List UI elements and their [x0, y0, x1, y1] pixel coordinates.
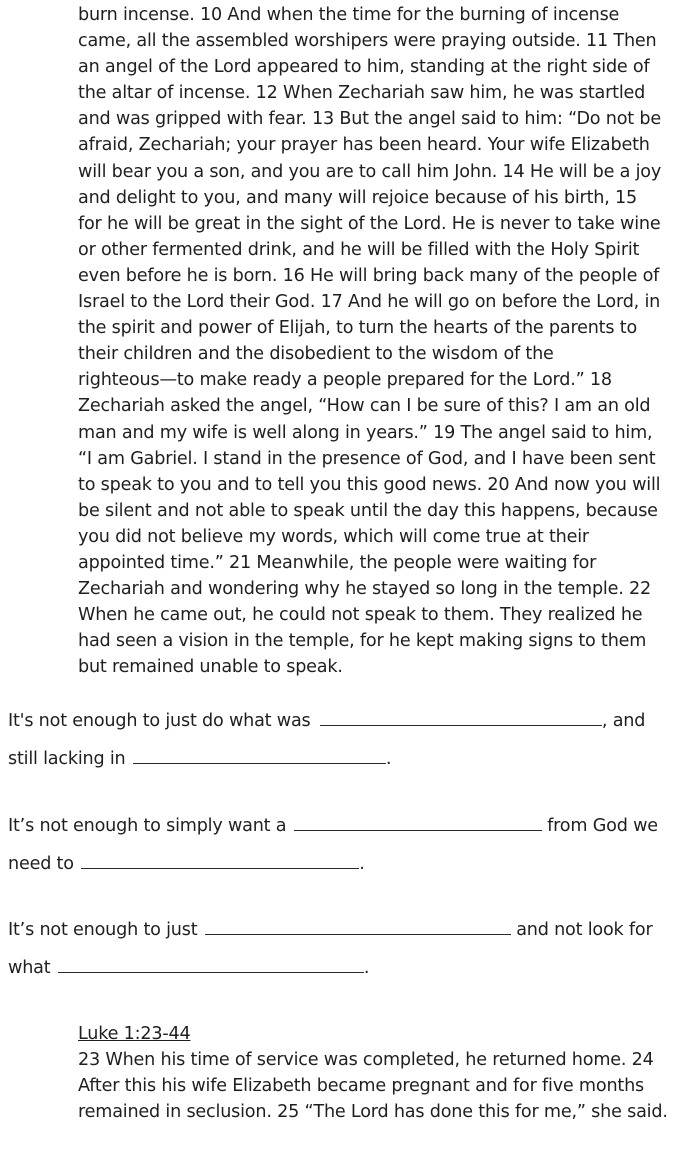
passage-line: came, all the assembled worshipers were praying outside. 11 Then — [78, 31, 657, 52]
fill-in-text: and not look for — [516, 920, 653, 940]
fill-in-2-line-1 — [8, 813, 658, 839]
passage-line: remained in seclusion. 25 “The Lord has done this for me,” she said. — [78, 1102, 668, 1123]
passage-line: but remained unable to speak. — [78, 657, 343, 678]
fill-in-text: from God we — [547, 816, 658, 836]
passage-line: “I am Gabriel. I stand in the presence of God, and I have been sent — [78, 448, 656, 469]
fill-in-1-line-2 — [8, 746, 391, 772]
passage-line: When he came out, he could not speak to them. They realized he — [78, 605, 643, 626]
passage-line: the spirit and power of Elijah, to turn the hearts of the parents to — [78, 318, 638, 339]
fill-in-text: what — [8, 958, 51, 978]
passage-line: had seen a vision in the temple, for he kept making signs to them — [78, 631, 647, 652]
passage-line: and delight to you, and many will rejoice because of his birth, 15 — [78, 187, 637, 208]
reference-label: Luke 1:23-44 — [78, 1024, 191, 1044]
passage-line: or other fermented drink, and he will be filled with the Holy Spirit — [78, 239, 640, 260]
passage-line: their children and the disobedient to the wisdom of the — [78, 344, 554, 365]
fill-in-text: need to — [8, 854, 74, 874]
passage-line: Israel to the Lord their God. 17 And he will go on before the Lord, in — [78, 292, 661, 313]
fill-in-text: It’s not enough to simply want a — [8, 816, 287, 836]
answer-blank[interactable] — [205, 917, 511, 935]
passage-line: an angel of the Lord appeared to him, standing at the right side of — [78, 57, 650, 78]
passage-line: even before he is born. 16 He will bring back many of the people of — [78, 265, 660, 286]
fill-in-text: . — [359, 854, 365, 874]
fill-in-text: , and — [601, 711, 646, 731]
passage-line: burn incense. 10 And when the time for the burning of incense — [78, 5, 620, 25]
fill-in-1-line-1 — [8, 708, 645, 734]
passage-line: After this his wife Elizabeth became pregnant and for five months — [78, 1076, 645, 1097]
fill-in-2-line-2 — [8, 851, 365, 877]
fill-in-text: . — [363, 958, 370, 978]
passage-line: man and my wife is well along in years.” 19 The angel said to him, — [78, 422, 653, 443]
passage-line: the altar of incense. 12 When Zechariah saw him, he was startled — [78, 83, 646, 104]
fill-in-3-line-1 — [8, 917, 653, 943]
fill-in-3-line-2 — [8, 955, 369, 981]
scripture-reference — [78, 1021, 688, 1047]
answer-blank[interactable] — [58, 955, 364, 973]
fill-in-text: . — [385, 749, 392, 769]
scripture-passage-bottom — [78, 1021, 688, 1125]
fill-in-text: It's not enough to just do what was — [8, 711, 311, 731]
passage-line: 23 When his time of service was completed, he returned home. 24 — [78, 1050, 654, 1071]
passage-line: Zechariah and wondering why he stayed so long in the temple. 22 — [78, 579, 652, 600]
scripture-passage-top — [78, 2, 688, 680]
passage-line: afraid, Zechariah; your prayer has been heard. Your wife Elizabeth — [78, 135, 650, 156]
passage-line: appointed time.” 21 Meanwhile, the people were waiting for — [78, 552, 597, 573]
answer-blank[interactable] — [81, 851, 359, 869]
passage-line: to speak to you and to tell you this good news. 20 And now you will — [78, 474, 661, 495]
fill-in-text: still lacking in — [8, 749, 126, 769]
passage-line: Zechariah asked the angel, “How can I be sure of this? I am an old — [78, 396, 651, 417]
passage-line: for he will be great in the sight of the Lord. He is never to take wine — [78, 213, 661, 234]
answer-blank[interactable] — [133, 746, 386, 764]
passage-line: and was gripped with fear. 13 But the angel said to him: “Do not be — [78, 109, 661, 130]
passage-line: will bear you a son, and you are to call him John. 14 He will be a joy — [78, 161, 662, 182]
passage-line: be silent and not able to speak until the day this happens, because — [78, 500, 658, 521]
passage-line: you did not believe my words, which will come true at their — [78, 526, 589, 547]
answer-blank[interactable] — [294, 813, 542, 831]
passage-line: righteous—to make ready a people prepared for the Lord.” 18 — [78, 370, 612, 391]
fill-in-text: It’s not enough to just — [8, 920, 198, 940]
answer-blank[interactable] — [320, 708, 602, 726]
